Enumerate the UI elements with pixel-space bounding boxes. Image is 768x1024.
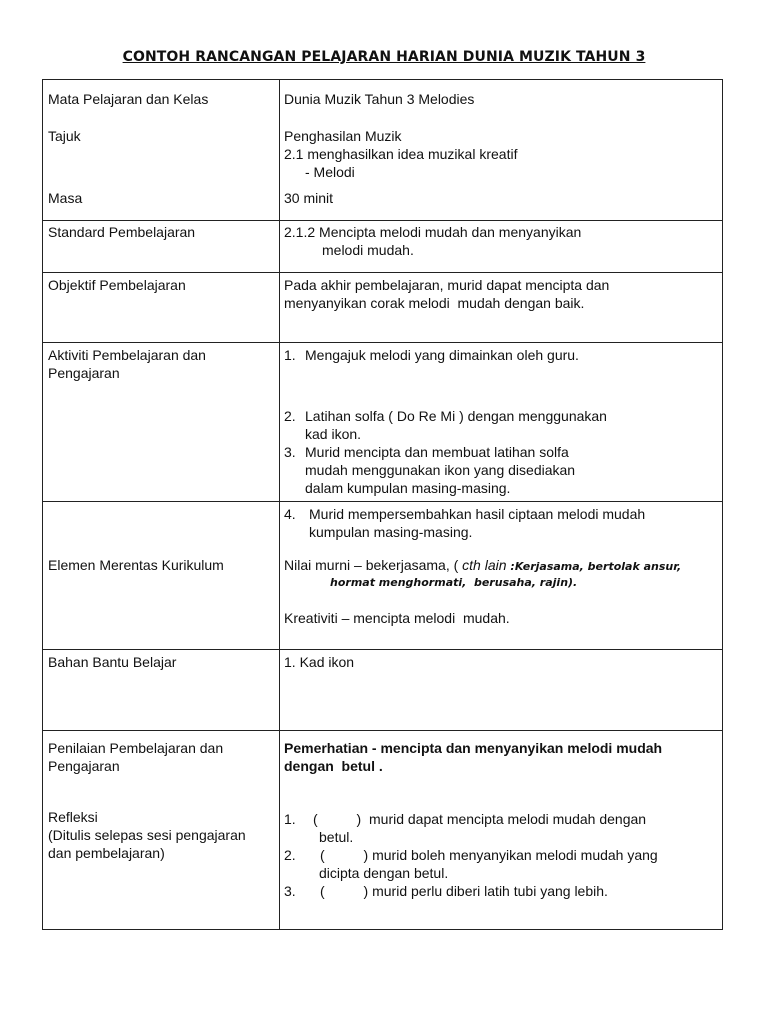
refleksi-item-2-line-2: dicipta dengan betul. — [319, 865, 449, 881]
refleksi-item-1-line-1: ( ) murid dapat mencipta melodi mudah dengan — [313, 811, 647, 827]
aktiviti-item-2-num: 2. — [284, 408, 296, 424]
aktiviti-label-line-1: Aktiviti Pembelajaran dan — [48, 347, 206, 363]
refleksi-item-3-num: 3. — [284, 883, 296, 899]
column-divider — [279, 80, 280, 929]
nilai-examples-1: :Kerjasama, bertolak ansur, — [510, 560, 682, 573]
aktiviti-item-1-num: 1. — [284, 347, 296, 363]
aktiviti-item-2-line-2: kad ikon. — [305, 426, 362, 442]
page-title: CONTOH RANCANGAN PELAJARAN HARIAN DUNIA MUZIK TAHUN 3 — [122, 49, 646, 65]
aktiviti-item-2-line-1: Latihan solfa ( Do Re Mi ) dengan menggunakan — [305, 408, 607, 424]
refleksi-item-2-line-1: ( ) murid boleh menyanyikan melodi mudah yang — [320, 847, 658, 863]
tajuk-line-3: - Melodi — [305, 164, 355, 180]
refleksi-label-line-3: dan pembelajaran) — [48, 845, 165, 861]
standard-label: Standard Pembelajaran — [48, 224, 196, 240]
penilaian-value-line-1: Pemerhatian - mencipta dan menyanyikan melodi mudah — [284, 740, 663, 756]
masa-value: 30 minit — [284, 190, 334, 206]
aktiviti-item-3-num: 3. — [284, 444, 296, 460]
row-divider — [43, 501, 722, 502]
aktiviti-item-3-line-3: dalam kumpulan masing-masing. — [305, 480, 511, 496]
elemen-label: Elemen Merentas Kurikulum — [48, 557, 224, 573]
row-divider — [43, 730, 722, 731]
objektif-line-2: menyanyikan corak melodi mudah dengan baik. — [284, 295, 585, 311]
masa-label: Masa — [48, 190, 83, 206]
refleksi-item-3-line-1: ( ) murid perlu diberi latih tubi yang lebih. — [320, 883, 608, 899]
tajuk-line-1: Penghasilan Muzik — [284, 128, 402, 144]
mata-pelajaran-label: Mata Pelajaran dan Kelas — [48, 91, 209, 107]
penilaian-value-line-2: dengan betul . — [284, 758, 383, 774]
penilaian-label-line-1: Penilaian Pembelajaran dan — [48, 740, 224, 756]
nilai-examples-2: hormat menghormati, berusaha, rajin). — [330, 576, 578, 589]
mata-pelajaran-value: Dunia Muzik Tahun 3 Melodies — [284, 91, 475, 107]
bahan-label: Bahan Bantu Belajar — [48, 654, 177, 670]
row-divider — [43, 272, 722, 273]
aktiviti-item-3-line-1: Murid mencipta dan membuat latihan solfa — [305, 444, 569, 460]
tajuk-label: Tajuk — [48, 128, 81, 144]
standard-line-1: 2.1.2 Mencipta melodi mudah dan menyanyikan — [284, 224, 582, 240]
aktiviti-item-4-line-1: Murid mempersembahkan hasil ciptaan melodi mudah — [309, 506, 646, 522]
objektif-label: Objektif Pembelajaran — [48, 277, 186, 293]
nilai-prefix: Nilai murni – bekerjasama, ( — [284, 557, 463, 573]
aktiviti-item-4-line-2: kumpulan masing-masing. — [309, 524, 473, 540]
row-divider — [43, 342, 722, 343]
refleksi-label-line-2: (Ditulis selepas sesi pengajaran — [48, 827, 246, 843]
lesson-plan-table — [42, 79, 723, 930]
refleksi-label-line-1: Refleksi — [48, 809, 98, 825]
bahan-value: 1. Kad ikon — [284, 654, 355, 670]
aktiviti-item-3-line-2: mudah menggunakan ikon yang disediakan — [305, 462, 576, 478]
row-divider — [43, 649, 722, 650]
refleksi-item-1-line-2: betul. — [319, 829, 354, 845]
nilai-cth: cth lain — [462, 557, 511, 573]
aktiviti-item-1-line-1: Mengajuk melodi yang dimainkan oleh guru. — [305, 347, 579, 363]
tajuk-line-2: 2.1 menghasilkan idea muzikal kreatif — [284, 146, 518, 162]
aktiviti-item-4-num: 4. — [284, 506, 296, 522]
refleksi-item-2-num: 2. — [284, 847, 296, 863]
kreativiti-line: Kreativiti – mencipta melodi mudah. — [284, 610, 510, 626]
nilai-murni-line — [284, 556, 681, 576]
refleksi-item-1-num: 1. — [284, 811, 296, 827]
row-divider — [43, 220, 722, 221]
objektif-line-1: Pada akhir pembelajaran, murid dapat mencipta dan — [284, 277, 610, 293]
standard-line-2: melodi mudah. — [322, 242, 414, 258]
penilaian-label-line-2: Pengajaran — [48, 758, 120, 774]
aktiviti-label-line-2: Pengajaran — [48, 365, 120, 381]
